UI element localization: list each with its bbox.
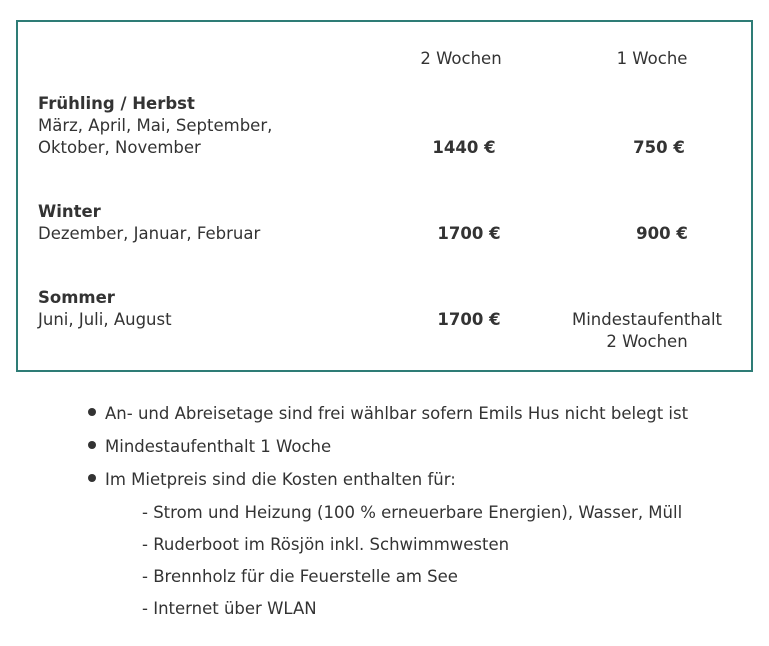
price-spring-autumn-1-week: 750 € xyxy=(633,138,685,157)
list-item xyxy=(88,403,688,425)
summer-minimum-stay-note: Mindestaufenthalt xyxy=(571,310,723,329)
price-spring-autumn-2-weeks: 1440 € xyxy=(432,138,496,157)
bullet-icon xyxy=(88,441,96,449)
list-item-text: Mindestaufenthalt 1 Woche xyxy=(105,437,332,456)
season-summer-months: Juni, Juli, August xyxy=(38,310,172,329)
list-item xyxy=(88,436,331,458)
season-spring-autumn-title: Frühling / Herbst xyxy=(38,94,195,113)
included-cost-item: - Internet über WLAN xyxy=(142,599,317,618)
bullet-icon xyxy=(88,474,96,482)
column-header-2-weeks: 2 Wochen xyxy=(420,49,502,68)
summer-minimum-stay-note-cont: 2 Wochen xyxy=(606,332,688,351)
price-winter-1-week: 900 € xyxy=(636,224,688,243)
column-header-1-week: 1 Woche xyxy=(616,49,688,68)
price-summer-2-weeks: 1700 € xyxy=(437,310,501,329)
price-winter-2-weeks: 1700 € xyxy=(437,224,501,243)
included-cost-item: - Strom und Heizung (100 % erneuerbare Energien), Wasser, Müll xyxy=(142,503,683,522)
list-item xyxy=(88,469,456,491)
season-winter-months: Dezember, Januar, Februar xyxy=(38,224,261,243)
list-item-text: An- und Abreisetage sind frei wählbar sofern Emils Hus nicht belegt ist xyxy=(105,404,689,423)
included-cost-item: - Brennholz für die Feuerstelle am See xyxy=(142,567,458,586)
season-spring-autumn-months: März, April, Mai, September, xyxy=(38,116,273,135)
season-summer-title: Sommer xyxy=(38,288,115,307)
bullet-icon xyxy=(88,408,96,416)
list-item-text: Im Mietpreis sind die Kosten enthalten für: xyxy=(105,470,456,489)
included-cost-item: - Ruderboot im Rösjön inkl. Schwimmwesten xyxy=(142,535,510,554)
season-spring-autumn-months-cont: Oktober, November xyxy=(38,138,201,157)
season-winter-title: Winter xyxy=(38,202,101,221)
price-table xyxy=(16,20,753,372)
